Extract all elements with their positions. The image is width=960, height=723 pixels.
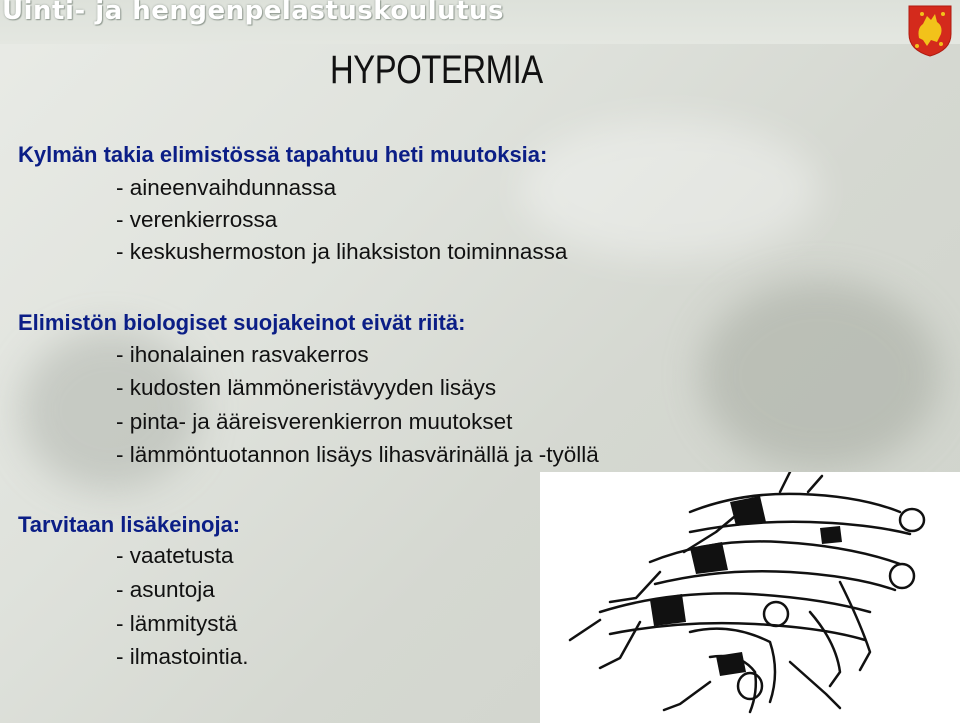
list-item: - ilmastointia. xyxy=(116,644,249,669)
section-heading: Kylmän takia elimistössä tapahtuu heti muutoksia: xyxy=(18,142,548,167)
list-item: - pinta- ja ääreisverenkierron muutokset xyxy=(116,409,513,434)
lion-coat-of-arms-icon xyxy=(907,4,953,58)
list-item: - lämmitystä xyxy=(116,611,238,636)
section-heading: Elimistön biologiset suojakeinot eivät riitä: xyxy=(18,310,466,335)
list-item: - lämmöntuotannon lisäys lihasvärinällä ja -työllä xyxy=(116,442,599,467)
illustration-panel xyxy=(540,472,960,723)
list-item: - kudosten lämmöneristävyyden lisäys xyxy=(116,375,497,400)
header-band xyxy=(0,0,960,44)
list-item: - asuntoja xyxy=(116,577,215,602)
huddled-swimmers-drawing xyxy=(540,472,960,723)
list-item: - verenkierrossa xyxy=(116,207,278,232)
list-item: - vaatetusta xyxy=(116,543,234,568)
list-item: - aineenvaihdunnassa xyxy=(116,175,337,200)
list-item: - keskushermoston ja lihaksiston toiminnassa xyxy=(116,239,568,264)
section-heading: Tarvitaan lisäkeinoja: xyxy=(18,512,241,537)
list-item: - ihonalainen rasvakerros xyxy=(116,342,369,367)
school-name: Uinti- ja hengenpelastuskoulutus xyxy=(2,0,505,26)
background-photo-soldier xyxy=(700,280,940,470)
page-title: HYPOTERMIA xyxy=(330,48,543,92)
